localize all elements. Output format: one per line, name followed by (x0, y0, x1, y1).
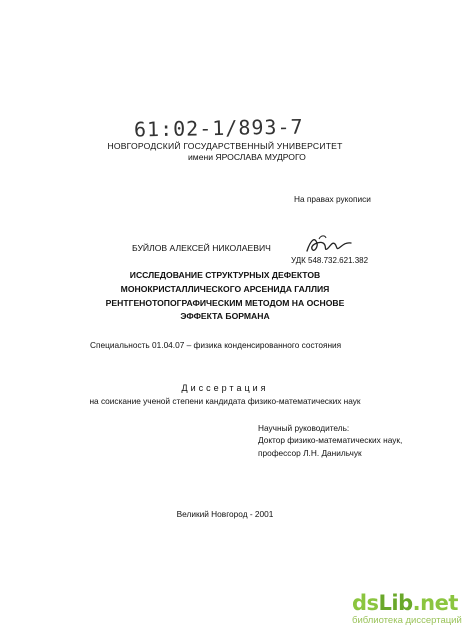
specialty: Специальность 01.04.07 – физика конденсированного состояния (90, 340, 342, 350)
title-line: ИССЛЕДОВАНИЕ СТРУКТУРНЫХ ДЕФЕКТОВ (129, 270, 321, 280)
university-subname: имени ЯРОСЛАВА МУДРОГО (188, 152, 306, 162)
dissertation-label: Диссертация (181, 383, 269, 393)
title-line: РЕНТГЕНОТОПОГРАФИЧЕСКИМ МЕТОДОМ НА ОСНОВЕ (105, 298, 345, 308)
watermark-logo[interactable] (352, 591, 462, 626)
supervisor-name: профессор Л.Н. Данильчук (258, 448, 362, 458)
supervisor-title: Доктор физико-математических наук, (258, 435, 403, 445)
watermark-subtitle: библиотека диссертаций (352, 615, 462, 626)
city-year: Великий Новгород - 2001 (176, 509, 274, 519)
author-name: БУЙЛОВ АЛЕКСЕЙ НИКОЛАЕВИЧ (132, 243, 271, 253)
title-line: МОНОКРИСТАЛЛИЧЕСКОГО АРСЕНИДА ГАЛЛИЯ (120, 284, 330, 294)
manuscript-rights: На правах рукописи (294, 194, 371, 204)
university-name: НОВГОРОДСКИЙ ГОСУДАРСТВЕННЫЙ УНИВЕРСИТЕТ (107, 141, 343, 151)
degree-line: на соискание ученой степени кандидата физико-математических наук (89, 396, 361, 406)
udc-code: УДК 548.732.621.382 (291, 256, 369, 265)
supervisor-label: Научный руководитель: (258, 423, 350, 433)
catalog-stamp: 61:02-1/893-7 (133, 114, 304, 142)
watermark-logo-text: dsLib.net (352, 591, 458, 615)
title-line: ЭФФЕКТА БОРМАНА (180, 311, 270, 321)
